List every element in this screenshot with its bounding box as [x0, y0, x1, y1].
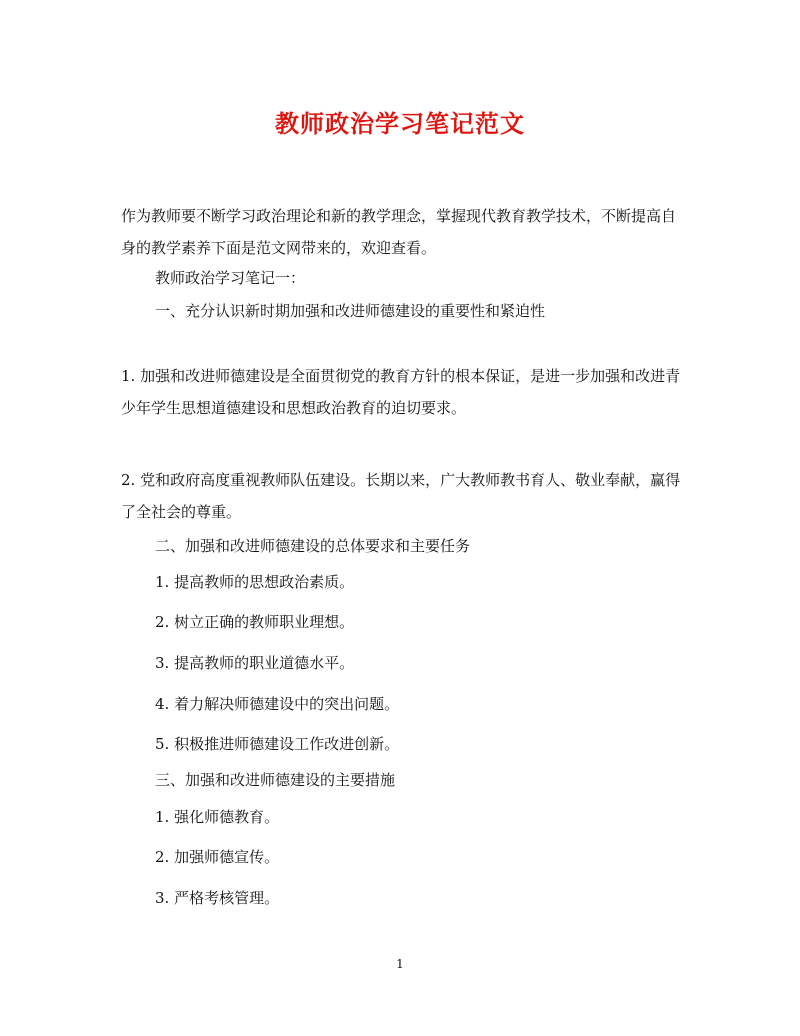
document-title: 教师政治学习笔记范文 [275, 109, 525, 138]
section2-item: 1. 提高教师的思想政治素质。 [155, 573, 355, 591]
section2-item: 4. 着力解决师德建设中的突出问题。 [155, 695, 400, 713]
page-number: 1 [396, 957, 404, 971]
section3-item: 1. 强化师德教育。 [155, 808, 280, 826]
section3-heading: 三、加强和改进师德建设的主要措施 [155, 771, 396, 789]
section2-item: 3. 提高教师的职业道德水平。 [155, 654, 355, 672]
section1-item-1: 1. 加强和改进师德建设是全面贯彻党的教育方针的根本保证，是进一步加强和改进青少年学生思想道德建设和思想政治教育的迫切要求。 [121, 367, 681, 417]
note-heading: 教师政治学习笔记一： [155, 269, 306, 287]
section2-heading: 二、加强和改进师德建设的总体要求和主要任务 [155, 537, 471, 555]
section1-item-2: 2. 党和政府高度重视教师队伍建设。长期以来，广大教师教书育人、敬业奉献，赢得了全社会的尊重。 [121, 471, 681, 521]
section2-item: 2. 树立正确的教师职业理想。 [155, 613, 355, 631]
section3-item: 3. 严格考核管理。 [155, 889, 280, 907]
section1-heading: 一、充分认识新时期加强和改进师德建设的重要性和紧迫性 [155, 302, 546, 320]
intro-paragraph: 作为教师要不断学习政治理论和新的教学理念，掌握现代教育教学技术，不断提高自身的教学素养下面是范文网带来的，欢迎查看。 [121, 207, 677, 257]
section3-item: 2. 加强师德宣传。 [155, 848, 280, 866]
section2-item: 5. 积极推进师德建设工作改进创新。 [155, 735, 400, 753]
